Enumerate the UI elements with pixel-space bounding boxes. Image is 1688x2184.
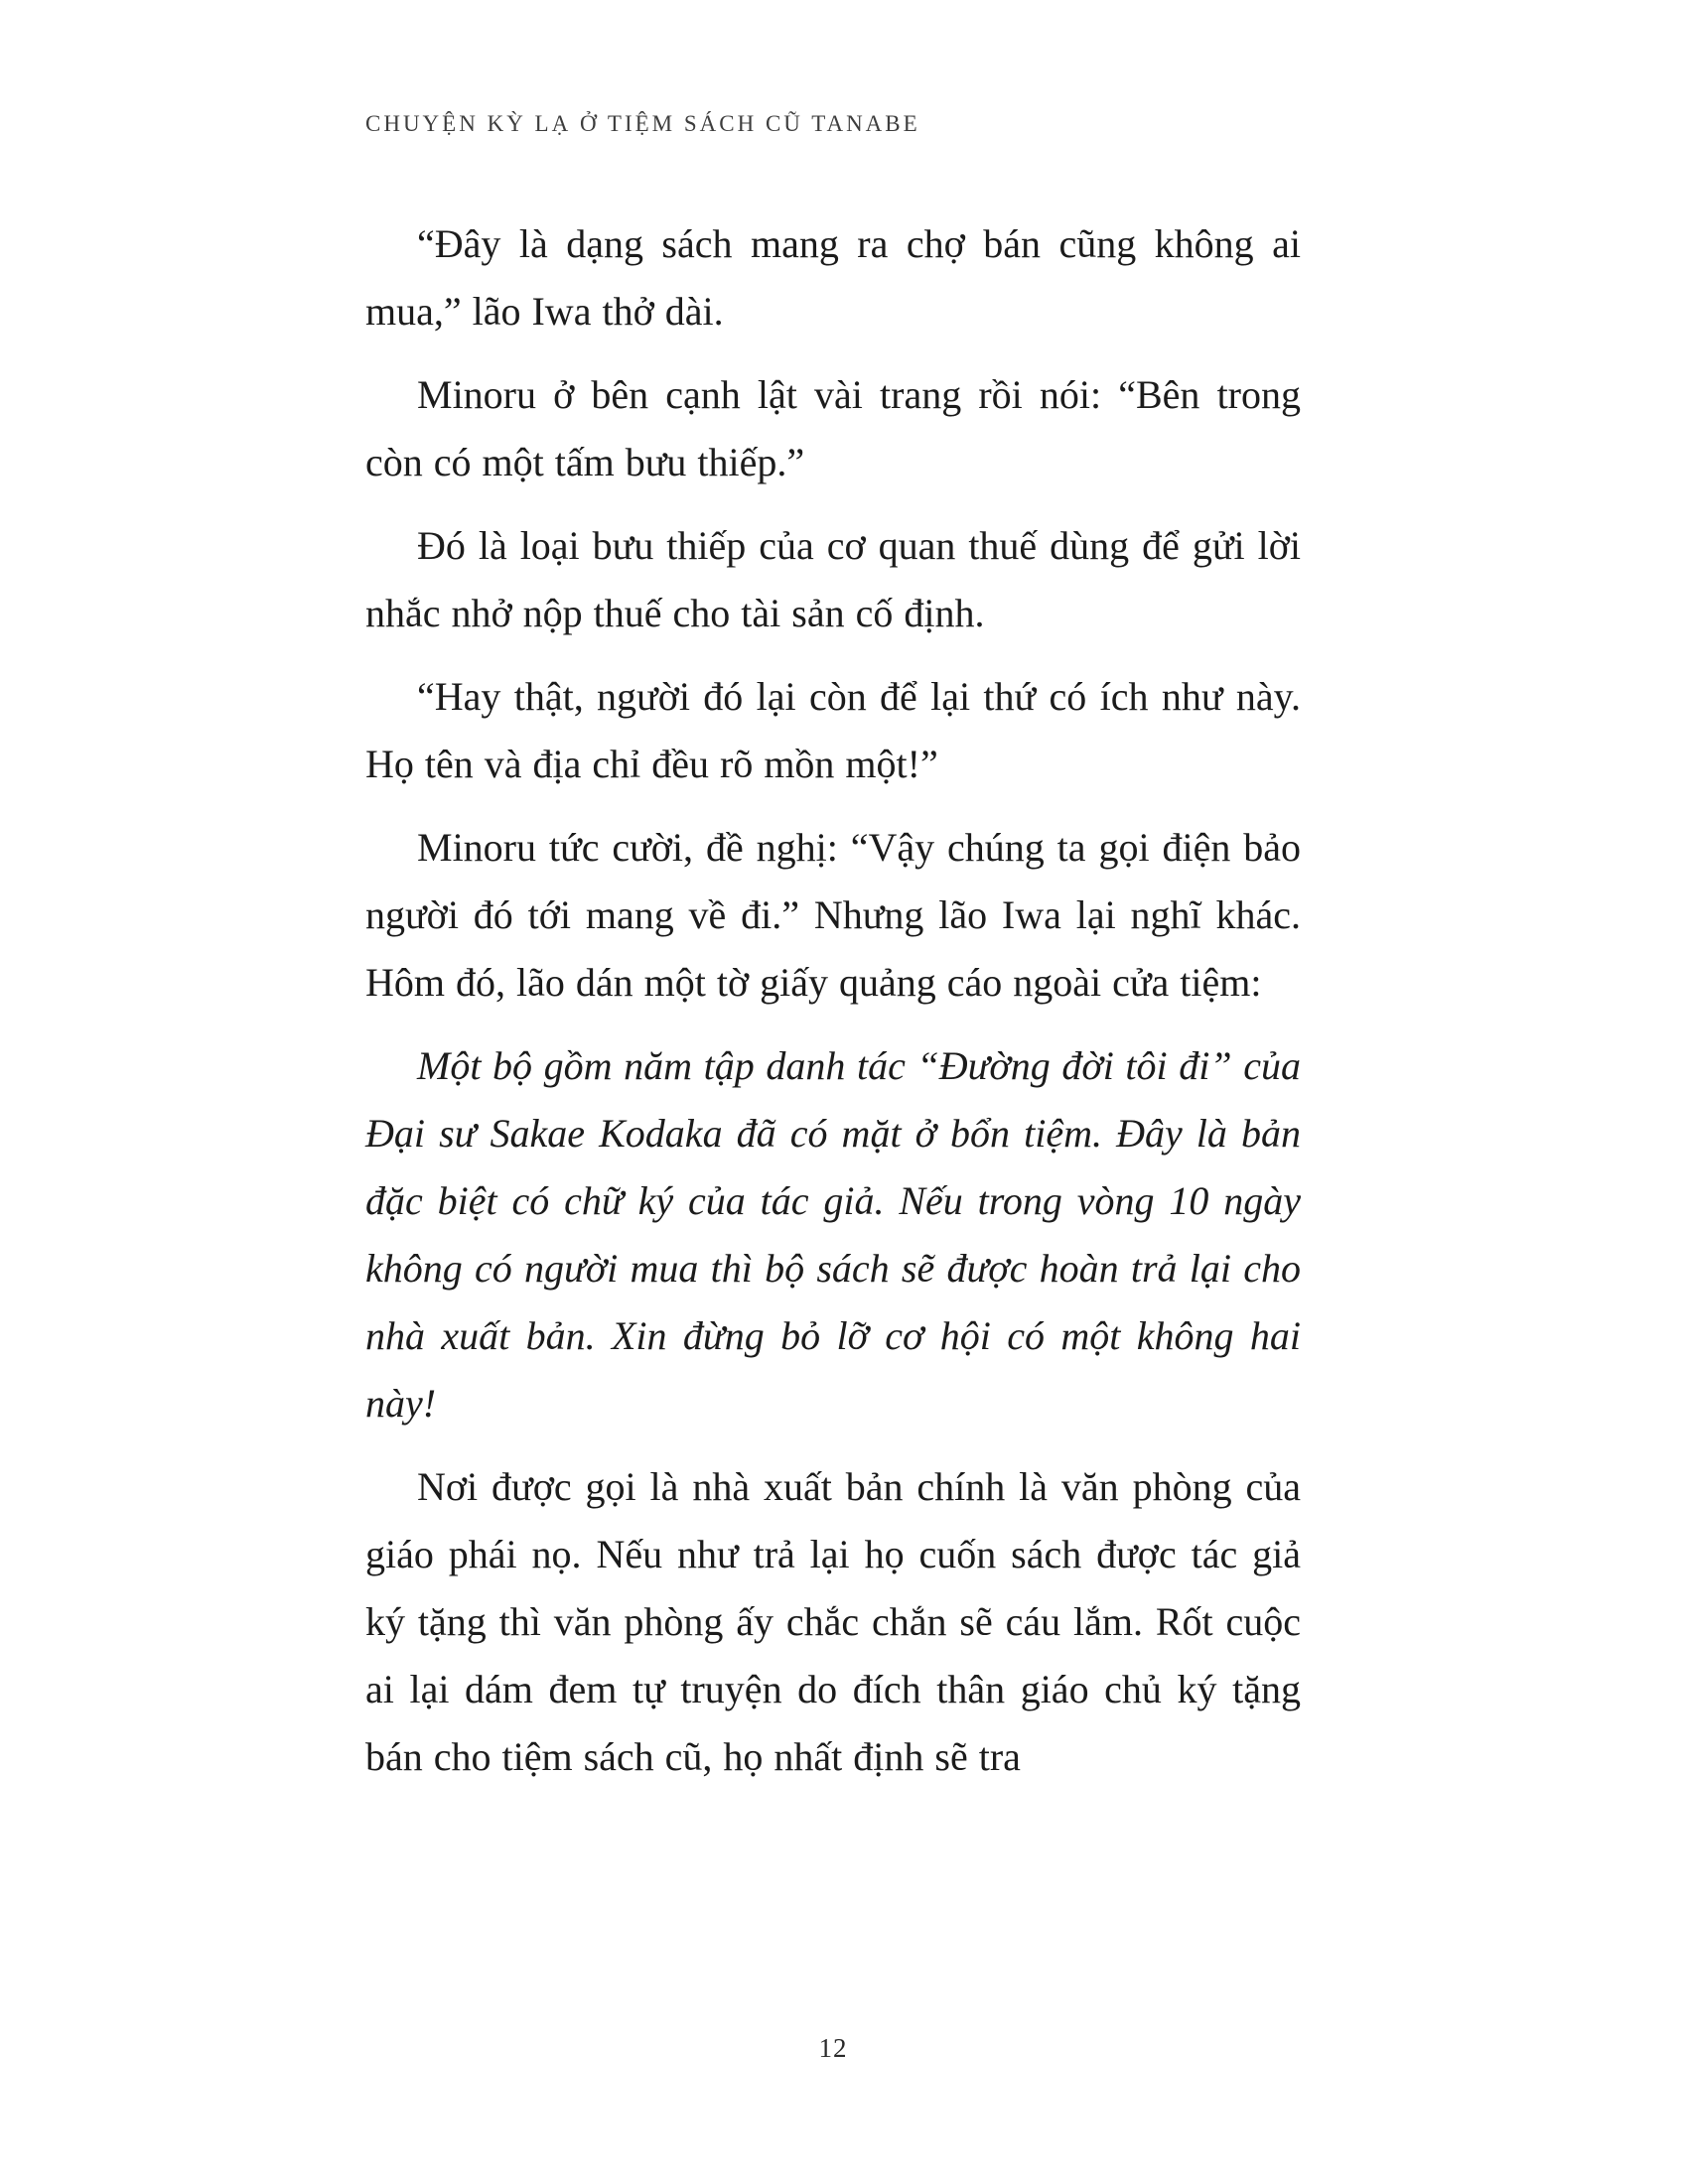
paragraph: Đó là loại bưu thiếp của cơ quan thuế dùng để gửi lời nhắc nhở nộp thuế cho tài sản cố định. [365, 523, 1301, 635]
paragraph: Minoru tức cười, đề nghị: “Vậy chúng ta gọi điện bảo người đó tới mang về đi.” Nhưng lão Iwa lại nghĩ khác. Hôm đó, lão dán một tờ giấy quảng cáo ngoài cửa tiệm: [365, 825, 1301, 1005]
paragraph: “Đây là dạng sách mang ra chợ bán cũng không ai mua,” lão Iwa thở dài. [365, 221, 1301, 334]
notice-paragraph: Một bộ gồm năm tập danh tác “Đường đời tôi đi” của Đại sư Sakae Kodaka đã có mặt ở bổn tiệm. Đây là bản đặc biệt có chữ ký của tác giả. Nếu trong vòng 10 ngày không có người mua thì bộ sách sẽ được hoàn trả lại cho nhà xuất bản. Xin đừng bỏ lỡ cơ hội có một không hai này! [365, 1043, 1301, 1426]
page-body [365, 210, 1301, 1807]
page-number: 12 [818, 2033, 848, 2063]
paragraph: Minoru ở bên cạnh lật vài trang rồi nói: “Bên trong còn có một tấm bưu thiếp.” [365, 372, 1301, 484]
paragraph: Nơi được gọi là nhà xuất bản chính là văn phòng của giáo phái nọ. Nếu như trả lại họ cuốn sách được tác giả ký tặng thì văn phòng ấy chắc chắn sẽ cáu lắm. Rốt cuộc ai lại dám đem tự truyện do đích thân giáo chủ ký tặng bán cho tiệm sách cũ, họ nhất định sẽ tra [365, 1464, 1301, 1779]
paragraph: “Hay thật, người đó lại còn để lại thứ có ích như này. Họ tên và địa chỉ đều rõ mồn một!” [365, 674, 1301, 786]
running-header: CHUYỆN KỲ LẠ Ở TIỆM SÁCH CŨ TANABE [365, 111, 920, 136]
